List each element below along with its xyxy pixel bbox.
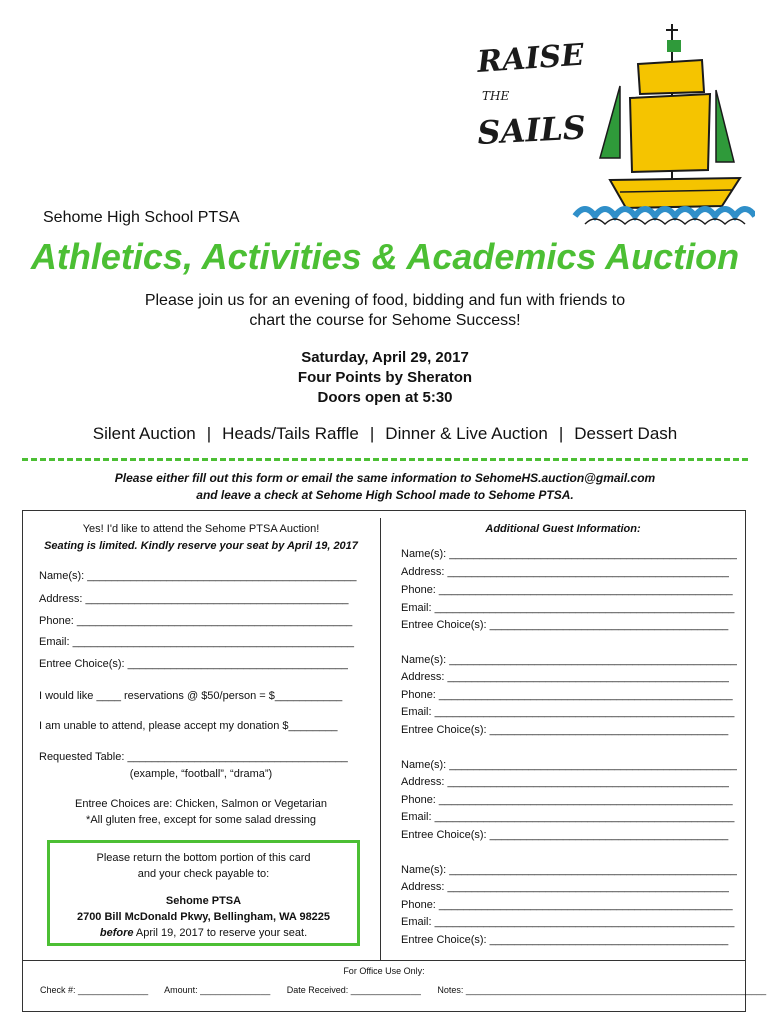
phone-field[interactable]: Phone: _____________________________________________ [39,615,353,627]
return-deadline [50,925,357,941]
event-date: Saturday, April 29, 2017 [301,349,469,366]
event-doors: Doors open at 5:30 [317,389,453,406]
instructions-line-1: Please either fill out this form or email the same information to SehomeHS.auction@gmail.com [114,471,656,485]
rsvp-subheading: Seating is limited. Kindly reserve your seat by April 19, 2017 [44,540,358,552]
address-field[interactable]: Address: ___________________________________________ [39,593,349,605]
column-divider [380,518,381,960]
entree-field[interactable]: Entree Choice(s): ____________________________________ [39,658,348,670]
guest-address-field[interactable]: Address: ______________________________________________ [401,881,729,893]
return-payee: Sehome PTSA [165,895,242,907]
invitation-text [0,291,770,331]
guest-email-field[interactable]: Email: _________________________________________________ [401,602,735,614]
guest-phone-field[interactable]: Phone: ________________________________________________ [401,794,733,806]
feature-separator: | [206,424,212,443]
event-venue: Four Points by Sheraton [297,369,473,386]
donation-field[interactable]: I am unable to attend, please accept my donation $________ [39,720,338,732]
feature-separator: | [558,424,564,443]
office-use-row [40,985,770,995]
amount-field[interactable]: Amount: ______________ [164,985,271,995]
guest-name-field[interactable]: Name(s): _______________________________________________ [401,654,737,666]
guest-email-field[interactable]: Email: _________________________________________________ [401,811,735,823]
guest-entree-field[interactable]: Entree Choice(s): _______________________________________ [401,724,729,736]
page-title: Athletics, Activities & Academics Auction [30,236,740,277]
guest-name-field[interactable]: Name(s): _______________________________________________ [401,548,737,560]
feature-dinner-live-auction: Dinner & Live Auction [385,424,548,443]
guest-email-field[interactable]: Email: _________________________________________________ [401,916,735,928]
guest-phone-field[interactable]: Phone: ________________________________________________ [401,899,733,911]
logo-text-raise: RAISE [476,37,586,80]
return-line-2: and your check payable to: [137,868,270,880]
return-instructions-box [47,840,360,946]
return-line-1: Please return the bottom portion of this card [96,852,311,864]
guest-address-field[interactable]: Address: ______________________________________________ [401,671,729,683]
feature-separator: | [369,424,375,443]
guest-entree-field[interactable]: Entree Choice(s): _______________________________________ [401,619,729,631]
return-address: 2700 Bill McDonald Pkwy, Bellingham, WA 98225 [76,911,331,923]
table-example: (example, “football”, “drama”) [129,768,273,780]
organization-name: Sehome High School PTSA [43,209,240,226]
logo-text-the: THE [482,89,510,103]
invitation-line-2: chart the course for Sehome Success! [249,312,521,329]
event-details [0,348,770,408]
return-deadline-text: April 19, 2017 to reserve your seat. [133,927,308,939]
feature-silent-auction: Silent Auction [92,424,196,443]
reservations-field[interactable]: I would like ____ reservations @ $50/person = $___________ [39,690,343,702]
check-number-field[interactable]: Check #: ______________ [40,985,149,995]
name-field[interactable]: Name(s): ____________________________________________ [39,570,357,582]
notes-field[interactable]: Notes: ____________________________________________________________ [437,985,767,995]
instructions-line-2: and leave a check at Sehome High School made to Sehome PTSA. [196,488,574,502]
instructions [0,470,770,504]
raise-the-sails-logo [470,20,755,230]
email-field[interactable]: Email: ______________________________________________ [39,636,355,648]
gluten-free-note: *All gluten free, except for some salad dressing [86,814,316,826]
guest-name-field[interactable]: Name(s): _______________________________________________ [401,864,737,876]
guest-info-heading: Additional Guest Information: [485,523,641,535]
date-received-field[interactable]: Date Received: ______________ [286,985,421,995]
requested-table-field[interactable]: Requested Table: ____________________________________ [39,751,348,763]
feature-raffle: Heads/Tails Raffle [222,424,359,443]
guest-phone-field[interactable]: Phone: ________________________________________________ [401,689,733,701]
guest-entree-field[interactable]: Entree Choice(s): _______________________________________ [401,829,729,841]
guest-address-field[interactable]: Address: ______________________________________________ [401,776,729,788]
office-divider [22,960,746,961]
office-use-title: For Office Use Only: [343,966,425,976]
guest-entree-field[interactable]: Entree Choice(s): _______________________________________ [401,934,729,946]
return-deadline-emphasis: before [99,927,134,939]
logo-text-sails: SAILS [476,108,587,152]
guest-email-field[interactable]: Email: _________________________________________________ [401,706,735,718]
guest-name-field[interactable]: Name(s): _______________________________________________ [401,759,737,771]
rsvp-heading: Yes! I'd like to attend the Sehome PTSA Auction! [82,523,320,535]
dashed-divider [22,458,748,461]
guest-phone-field[interactable]: Phone: ________________________________________________ [401,584,733,596]
feature-dessert-dash: Dessert Dash [574,424,678,443]
guest-address-field[interactable]: Address: ______________________________________________ [401,566,729,578]
invitation-line-1: Please join us for an evening of food, bidding and fun with friends to [144,292,626,309]
entree-choices-note: Entree Choices are: Chicken, Salmon or Vegetarian [75,798,327,810]
feature-list [0,424,770,444]
